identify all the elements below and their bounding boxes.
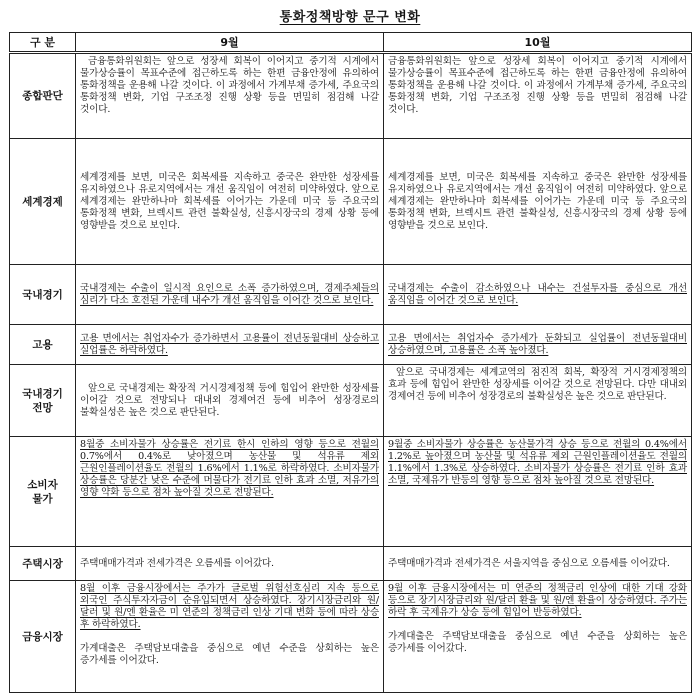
october-text (384, 365, 692, 437)
paragraph: 8월 이후 금융시장에서는 주가가 글로벌 위험선호심리 지속 등으로 외국인 주식투자자금이 순유입되면서 상승하였다. 장기시장금리와 원/달러 및 원/엔 환율은 미 연준의 정책금리 인상 기대 변화 등에 따라 상승 후 하락하였다. (80, 583, 379, 630)
october-text (384, 437, 692, 547)
header-category: 구 분 (10, 33, 76, 53)
september-text (76, 437, 384, 547)
october-text (384, 53, 692, 139)
row-category: 주택시장 (10, 547, 76, 581)
header-row (10, 33, 692, 53)
table-row-financial-markets (10, 581, 692, 693)
october-text (384, 547, 692, 581)
paragraph: 세계경제를 보면, 미국은 회복세를 지속하고 중국은 완만한 성장세를 유지하였으나 유로지역에서는 개선 움직임이 여전히 미약하였다. 앞으로 세계경제는 완만하나마 회복세를 이어가는 가운데 미국 등 주요국의 통화정책 변화, 브렉시트 관련 불확실성, 신흥시장국의 경제 상황 등에 영향받을 것으로 보인다. (388, 171, 687, 231)
document-title: 통화정책방향 문구 변화 (279, 10, 421, 25)
header-september: 9월 (76, 33, 384, 53)
paragraph: 주택매매가격과 전세가격은 서울지역을 중심으로 오름세를 이어갔다. (388, 557, 670, 569)
row-category: 국내경기 (10, 265, 76, 325)
row-category: 종합판단 (10, 53, 76, 139)
september-text (76, 139, 384, 265)
table-row-domestic-economy (10, 265, 692, 325)
table-row-economic-outlook (10, 365, 692, 437)
table-row-overall (10, 53, 692, 139)
october-text (384, 325, 692, 365)
table-row-world-economy (10, 139, 692, 265)
row-category: 소비자 물가 (10, 437, 76, 547)
september-text (76, 325, 384, 365)
paragraph: 9월 이후 금융시장에서는 미 연준의 정책금리 인상에 대한 기대 강화 등으로 장기시장금리와 원/달러 환율 및 원/엔 환율이 상승하였다. 주가는 하락 후 국제유가 상승 등에 힘입어 반등하였다. (388, 583, 687, 618)
october-text (384, 139, 692, 265)
paragraph: 세계경제를 보면, 미국은 회복세를 지속하고 중국은 완만한 성장세를 유지하였으나 유로지역에서는 개선 움직임이 여전히 미약하였다. 앞으로 세계경제는 완만하나마 회복세를 이어가는 가운데 미국 등 주요국의 통화정책 변화, 브렉시트 관련 불확실성, 신흥시장국의 경제 상황 등에 영향받을 것으로 보인다. (80, 171, 379, 231)
paragraph: 앞으로 국내경제는 세계교역의 점진적 회복, 확장적 거시경제정책의 효과 등에 힘입어 완만한 성장세를 이어갈 것으로 전망된다. 다만 대내외 경제여건 등에 비추어 성장경로의 불확실성은 높은 것으로 판단된다. (388, 367, 687, 402)
header-october: 10월 (384, 33, 692, 53)
table-row-employment (10, 325, 692, 365)
paragraph: 고용 면에서는 취업자수가 증가하면서 고용률이 전년동월대비 상승하고 실업률은 하락하였다. (80, 332, 379, 356)
row-category: 국내경기 전망 (10, 365, 76, 437)
paragraph: 주택매매가격과 전세가격은 오름세를 이어갔다. (80, 557, 274, 569)
september-text (76, 365, 384, 437)
october-text (384, 265, 692, 325)
paragraph: 가계대출은 주택담보대출을 중심으로 예년 수준을 상회하는 높은 증가세를 이어갔다. (388, 631, 687, 654)
paragraph: 국내경제는 수출이 일시적 요인으로 소폭 증가하였으며, 경제주체들의 심리가 다소 호전된 가운데 내수가 개선 움직임을 이어간 것으로 보인다. (80, 282, 379, 306)
row-category: 세계경제 (10, 139, 76, 265)
comparison-table (9, 32, 692, 693)
table-row-consumer-prices (10, 437, 692, 547)
row-category: 고용 (10, 325, 76, 365)
september-text (76, 53, 384, 139)
table-row-housing-market (10, 547, 692, 581)
paragraph: 고용 면에서는 취업자수 증가세가 둔화되고 실업률이 전년동월대비 상승하였으며, 고용률은 소폭 높아졌다. (388, 332, 687, 356)
paragraph: 가계대출은 주택담보대출을 중심으로 예년 수준을 상회하는 높은 증가세를 이어갔다. (80, 643, 379, 666)
paragraph: 금융통화위원회는 앞으로 성장세 회복이 이어지고 중기적 시계에서 물가상승률이 목표수준에 접근하도록 하는 한편 금융안정에 유의하여 통화정책을 운용해 나갈 것이다. 이 과정에서 가계부채 증가세, 주요국의 통화정책 변화, 기업 구조조정 진행 상황 등을 면밀히 점검해 나갈 것이다. (388, 56, 687, 115)
paragraph: 앞으로 국내경제는 확장적 거시경제정책 등에 힘입어 완만한 성장세를 이어갈 것으로 전망되나 대내외 경제여건 등에 비추어 성장경로의 불확실성은 높은 것으로 판단된다. (80, 382, 379, 418)
september-text (76, 547, 384, 581)
paragraph: 9월중 소비자물가 상승률은 농산물가격 상승 등으로 전월의 0.4%에서 1.2%로 높아졌으며 농산물 및 석유류 제외 근원인플레이션율도 전월의 1.1%에서 1.3%로 상승하였다. 소비자물가 상승률은 전기료 인하 효과 소멸, 국제유가 반등의 영향 등으로 점차 높아질 것으로 전망된다. (388, 439, 687, 486)
september-text (76, 265, 384, 325)
row-category: 금융시장 (10, 581, 76, 693)
paragraph: 금융통화위원회는 앞으로 성장세 회복이 이어지고 중기적 시계에서 물가상승률이 목표수준에 접근하도록 하는 한편 금융안정에 유의하여 통화정책을 운용해 나갈 것이다. 이 과정에서 가계부채 증가세, 주요국의 통화정책 변화, 기업 구조조정 진행 상황 등을 면밀히 점검해 나갈 것이다. (80, 56, 379, 115)
september-text (76, 581, 384, 693)
october-text (384, 581, 692, 693)
paragraph: 8월중 소비자물가 상승률은 전기료 한시 인하의 영향 등으로 전월의 0.7%에서 0.4%로 낮아졌으며 농산물 및 석유류 제외 근원인플레이션율도 전월의 1.6%에서 1.1%로 하락하였다. 소비자물가 상승률은 당분간 낮은 수준에 머물다가 전기료 인하 효과 소멸, 저유가의 영향 약화 등으로 점차 높아질 것으로 전망된다. (80, 439, 379, 498)
paragraph: 국내경제는 수출이 감소하였으나 내수는 건설투자를 중심으로 개선 움직임을 이어간 것으로 보인다. (388, 282, 687, 306)
